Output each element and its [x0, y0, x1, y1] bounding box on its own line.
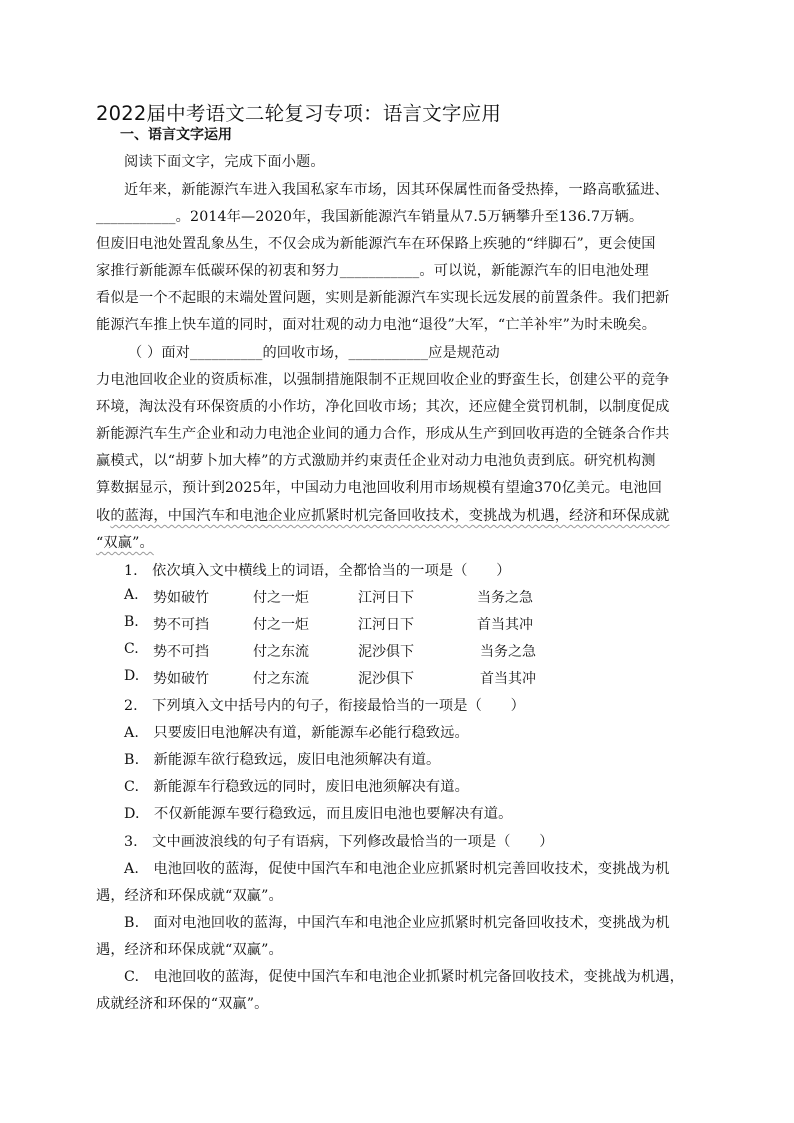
- question-2-option-a: A. 只要废旧电池解决有道，新能源车必能行稳致远。: [124, 725, 469, 741]
- passage-line: 近年来，新能源汽车进入我国私家车市场，因其环保属性而备受热捧，一路高歌猛进、: [124, 182, 669, 198]
- question-3-option-a-cont: 遇，经济和环保成就“双赢”。: [96, 888, 283, 904]
- passage-line: 环境，淘汰没有环保资质的小作坊，净化回收市场；其次，还应健全赏罚机制，以制度促成: [96, 399, 670, 415]
- passage-line: 赢模式，以“胡萝卜加大棒”的方式激励并约束责任企业对动力电池负责到底。研究机构测: [96, 453, 656, 469]
- passage-line: （ ）面对__________的回收市场，___________应是规范动: [128, 345, 500, 361]
- question-3-option-b-cont: 遇，经济和环保成就“双赢”。: [96, 942, 283, 958]
- passage-line-wavy: [96, 505, 670, 525]
- wavy-underlined-sentence-end: “双赢”。: [96, 535, 154, 551]
- passage-line: 看似是一个不起眼的末端处置问题，实则是新能源汽车实现长远发展的前置条件。我们把新: [96, 290, 670, 306]
- passage-line: 但废旧电池处置乱象丛生，不仅会成为新能源汽车在环保路上疾驰的“绊脚石”，更会使国: [96, 236, 656, 252]
- passage-line: ___________。2014年—2020年，我国新能源汽车销量从7.5万辆攀升至136.7万辆。: [96, 209, 644, 225]
- passage-line: 力电池回收企业的资质标准，以强制措施限制不正规回收企业的野蛮生长，创建公平的竞争: [96, 372, 670, 388]
- passage-instruction: 阅读下面文字，完成下面小题。: [124, 154, 325, 170]
- question-2-stem: 2. 下列填入文中括号内的句子，衔接最恰当的一项是（ ）: [124, 698, 525, 714]
- question-3-option-c-cont: 成就经济和环保的“双赢”。: [96, 996, 269, 1012]
- question-3-option-a: A. 电池回收的蓝海，促使中国汽车和电池企业应抓紧时机完善回收技术，变挑战为机: [124, 861, 670, 877]
- question-2-option-c: C. 新能源车行稳致远的同时，废旧电池须解决有道。: [124, 779, 469, 795]
- document-page: 2022届中考语文二轮复习专项：语言文字应用 一、语言文字运用 阅读下面文字，完成下面小题。 近年来，新能源汽车进入我国私家车市场，因其环保属性而备受热捧，一路高歌猛进、 ___________。2014年—2020年，我国新能源汽车销量从7.5万辆攀升至136.7万辆。 但废旧电池处置乱象丛生，不仅会成为新能源汽车在环保路上疾驰的“绊脚石”，更会使国 家推行新能源车低碳环保的初衷和努力___________。可以说，新能源汽车的旧电池处理 看似是一个不起眼的末端处置问题，实则是新能源汽车实现长远发展的前置条件。我们把新 能源汽车推上快车道的同时，面对壮观的动力电池“退役”大军，“亡羊补牢”为时未晚矣。 （ ）面对__________的回收市场，___________应是规范动 力电池回收企业的资质标准，以强制措施限制不正规回收企业的野蛮生长，创建公平的竞争 环境，淘汰没有环保资质的小作坊，净化回收市场；其次，还应健全赏罚机制，以制度促成 新能源汽车生产企业和动力电池企业间的通力合作，形成从生产到回收再造的全链条合作共 赢模式，以“胡萝卜加大棒”的方式激励并约束责任企业对动力电池负责到底。研究机构测 算数据显示，预计到2025年，中国动力电池回收利用市场规模有望逾370亿美元。电池回 收的蓝海，中国汽车和电池企业应抓紧时机完备回收技术，变挑战为机遇，经济和环保成就 “双赢”。 1. 依次填入文中横线上的词语，全都恰当的一项是（ ） A. 势如破竹 付之一炬 江河日下 当务之急 B. 势不可挡 付之一炬 江河日下 首当其冲 C. 势不可挡 付之东流 泥沙俱下 当务之急 D. 势如破竹 付之东流 泥沙俱下 首当其冲 2. 下列填入文中括号内的句子，衔接最恰当的一项是（ ） A. 只要废旧电池解决有道，新能源车必能行稳致远。 B. 新能源车欲行稳致远，废旧电池须解决有道。 C. 新能源车行稳致远的同时，废旧电池须解决有道。 D. 不仅新能源车要行稳致远，而且废旧电池也要解决有道。 3. 文中画波浪线的句子有语病，下列修改最恰当的一项是（ ） A. 电池回收的蓝海，促使中国汽车和电池企业应抓紧时机完善回收技术，变挑战为机 遇，经济和环保成就“双赢”。 B. 面对电池回收的蓝海，中国汽车和电池企业应抓紧时机完备回收技术，变挑战为机 遇，经济和环保成就“双赢”。 C. 电池回收的蓝海，促使中国汽车和电池企业抓紧时机完备回收技术，变挑战为机遇， 成就经济和环保的“双赢”。: [0, 0, 794, 1123]
- passage-text-prefix: 收: [96, 508, 111, 524]
- question-2-option-b: B. 新能源车欲行稳致远，废旧电池须解决有道。: [124, 752, 441, 768]
- passage-line: 能源汽车推上快车道的同时，面对壮观的动力电池“退役”大军，“亡羊补牢”为时未晚矣。: [96, 317, 657, 333]
- passage-line: 家推行新能源车低碳环保的初衷和努力___________。可以说，新能源汽车的旧电池处理: [96, 263, 649, 279]
- wavy-underlined-sentence: 的蓝海，中国汽车和电池企业应抓紧时机完备回收技术，变挑战为机遇，经济和环保成就: [110, 508, 670, 524]
- question-3-option-c: C. 电池回收的蓝海，促使中国汽车和电池企业抓紧时机完备回收技术，变挑战为机遇，: [124, 969, 684, 985]
- question-1-stem: 1. 依次填入文中横线上的词语，全都恰当的一项是（ ）: [124, 563, 511, 579]
- passage-line: 算数据显示，预计到2025年，中国动力电池回收利用市场规模有望逾370亿美元。电池回: [96, 480, 663, 496]
- question-3-stem: 3. 文中画波浪线的句子有语病，下列修改最恰当的一项是（ ）: [124, 834, 554, 850]
- question-2-option-d: D. 不仅新能源车要行稳致远，而且废旧电池也要解决有道。: [124, 806, 513, 822]
- document-title: 2022届中考语文二轮复习专项：语言文字应用: [96, 102, 502, 125]
- question-3-option-b: B. 面对电池回收的蓝海，中国汽车和电池企业应抓紧时机完备回收技术，变挑战为机: [124, 915, 670, 931]
- section-heading: 一、语言文字运用: [120, 127, 232, 143]
- passage-line: 新能源汽车生产企业和动力电池企业间的通力合作，形成从生产到回收再造的全链条合作共: [96, 426, 670, 442]
- passage-line-wavy: [96, 532, 154, 552]
